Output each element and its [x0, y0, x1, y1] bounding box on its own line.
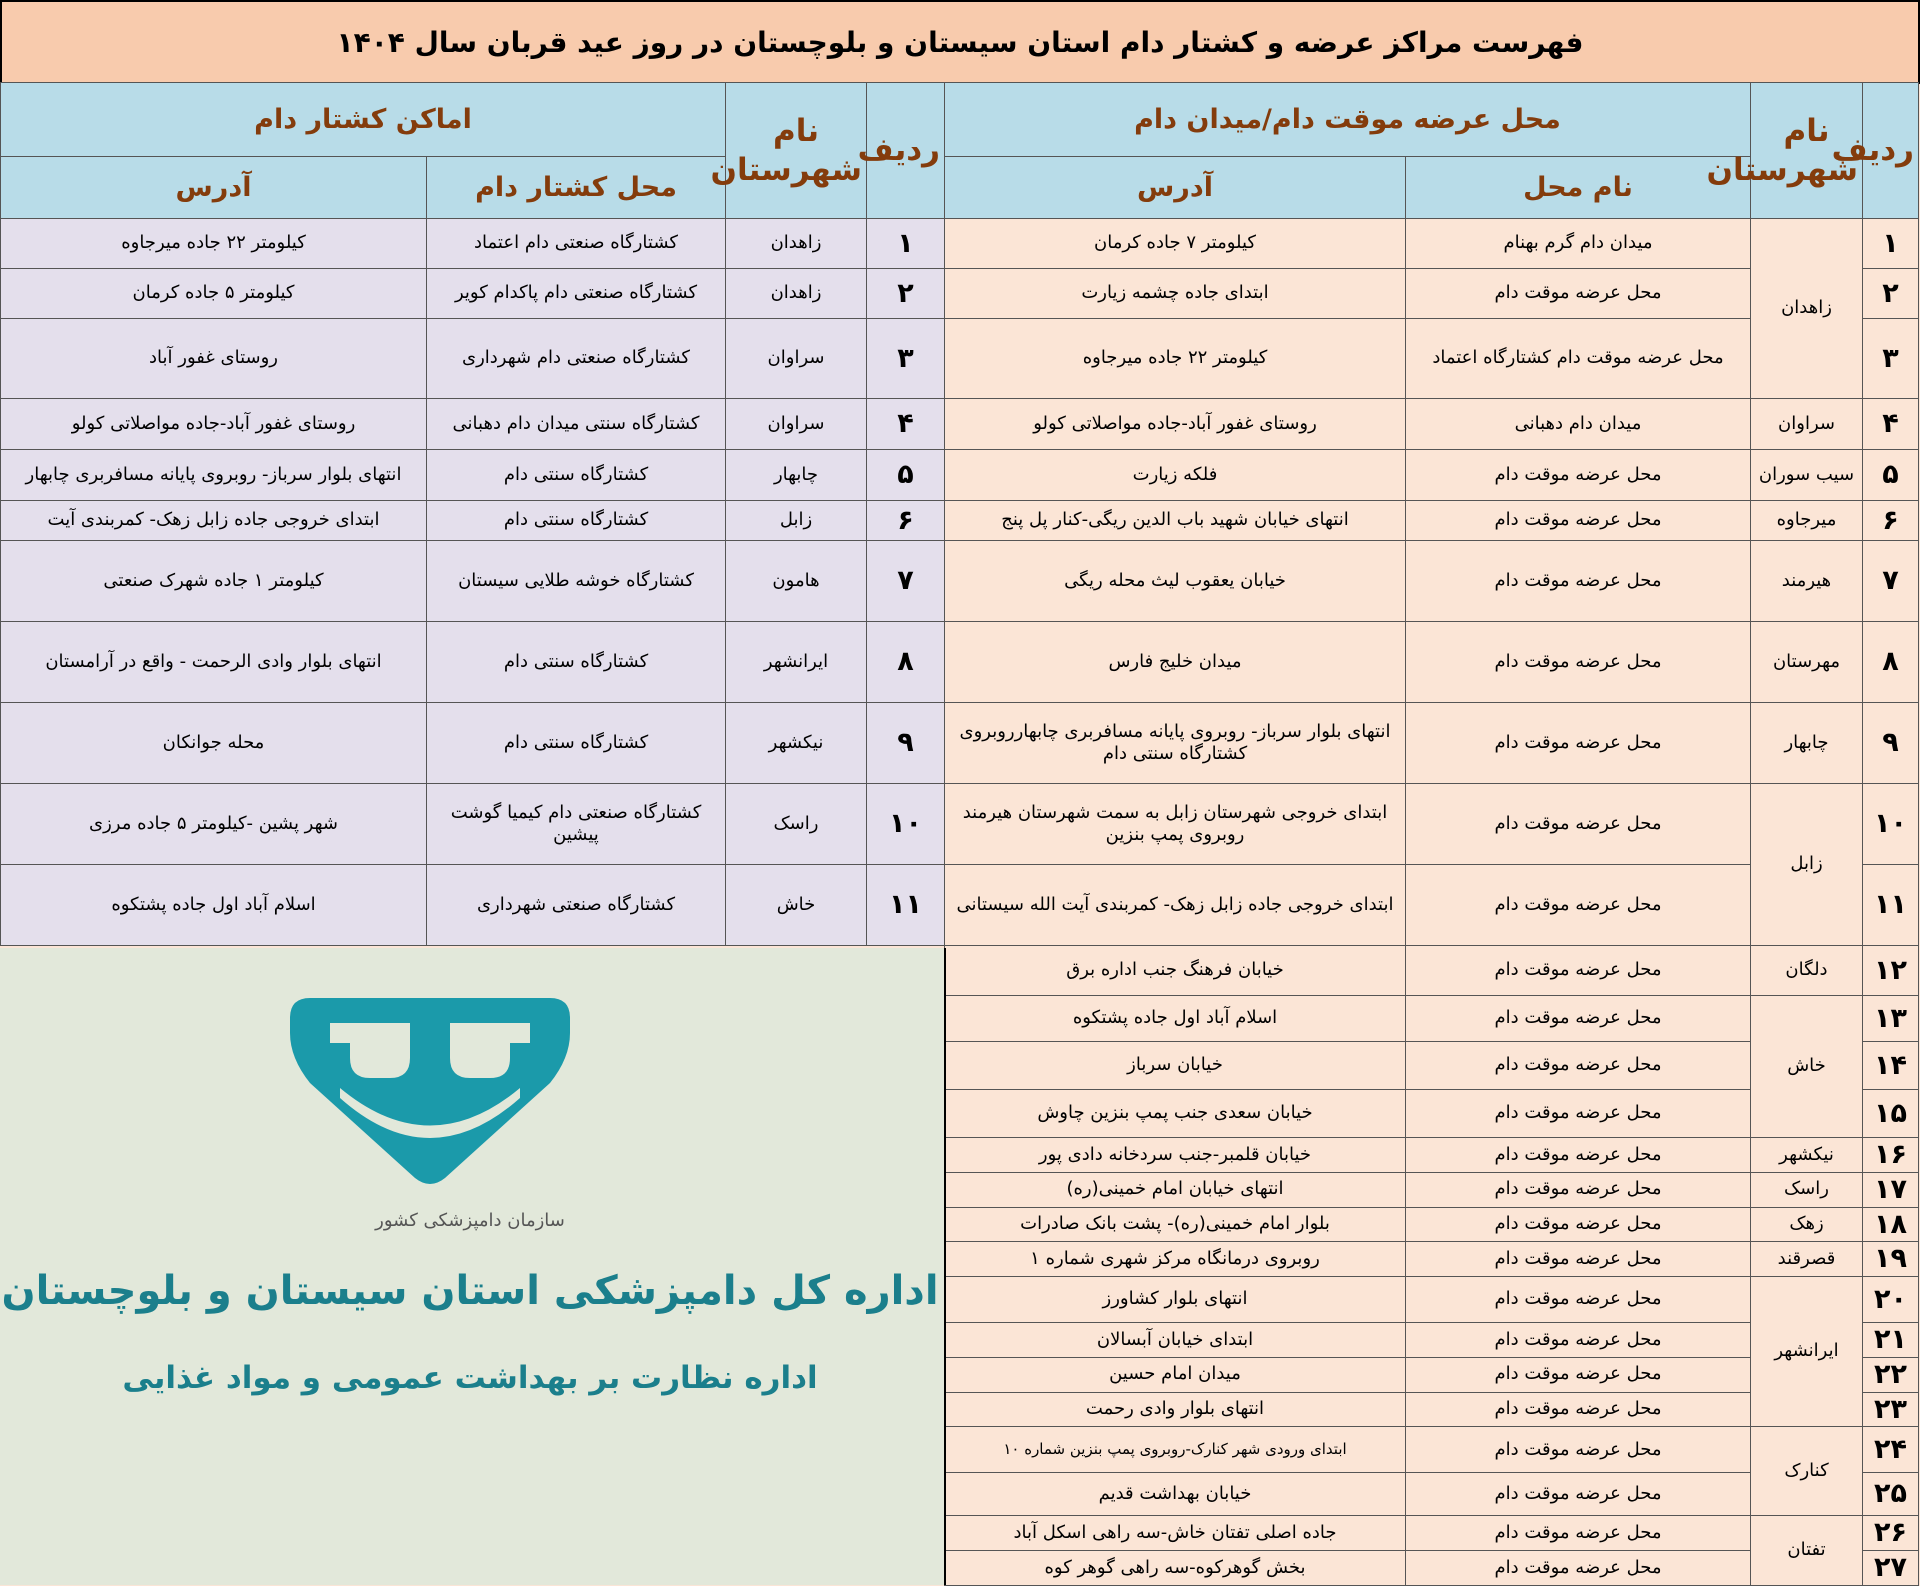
col-header-address: آدرس	[1, 157, 427, 219]
logo-wordmark: سازمان دامپزشکی کشور	[375, 1210, 565, 1231]
org-name: اداره کل دامپزشکی استان سیستان و بلوچستان	[1, 1268, 939, 1314]
address-cell: بلوار امام خمینی(ره)- پشت بانک صادرات	[945, 1207, 1406, 1242]
county-cell: چابهار	[726, 450, 867, 501]
place-cell: کشتارگاه صنعتی دام شهرداری	[427, 319, 726, 399]
place-cell: محل عرضه موقت دام	[1406, 1516, 1751, 1551]
county-cell: زابل	[1751, 784, 1863, 946]
row-number: ۲۵	[1863, 1473, 1919, 1516]
row-number: ۱	[1863, 219, 1919, 269]
row-number: ۵	[1863, 450, 1919, 501]
row-number: ۲۴	[1863, 1427, 1919, 1473]
place-cell: کشتارگاه سنتی دام	[427, 501, 726, 541]
county-cell: زاهدان	[1751, 219, 1863, 399]
address-cell: کیلومتر ۵ جاده کرمان	[1, 269, 427, 319]
col-header-slaughter-place: محل کشتار دام	[427, 157, 726, 219]
place-cell: میدان دام دهبانی	[1406, 399, 1751, 450]
row-number: ۱۶	[1863, 1138, 1919, 1173]
county-cell: سراوان	[726, 399, 867, 450]
row-number: ۹	[867, 703, 945, 784]
county-cell: سراوان	[726, 319, 867, 399]
address-cell: انتهای بلوار وادی رحمت	[945, 1392, 1406, 1427]
county-cell: نیکشهر	[726, 703, 867, 784]
place-cell: محل عرضه موقت دام	[1406, 1242, 1751, 1277]
address-cell: میدان امام حسین	[945, 1357, 1406, 1392]
address-cell: کیلومتر ۱ جاده شهرک صنعتی	[1, 541, 427, 622]
org-subtitle: اداره نظارت بر بهداشت عمومی و مواد غذایی	[122, 1360, 818, 1396]
row-number: ۱۷	[1863, 1172, 1919, 1207]
county-cell: زاهدان	[726, 269, 867, 319]
address-cell: محله جوانکان	[1, 703, 427, 784]
address-cell: شهر پشین -کیلومتر ۵ جاده مرزی	[1, 784, 427, 865]
row-number: ۳	[1863, 319, 1919, 399]
row-number: ۱۳	[1863, 996, 1919, 1042]
address-cell: خیابان یعقوب لیث محله ریگی	[945, 541, 1406, 622]
county-cell: کنارک	[1751, 1427, 1863, 1516]
row-number: ۳	[867, 319, 945, 399]
county-cell: ایرانشهر	[1751, 1277, 1863, 1427]
place-cell: محل عرضه موقت دام	[1406, 865, 1751, 946]
place-cell: محل عرضه موقت دام	[1406, 1551, 1751, 1586]
col-header-place-name: نام محل	[1406, 157, 1751, 219]
row-number: ۶	[1863, 501, 1919, 541]
address-cell: بخش گوهرکوه-سه راهی گوهر کوه	[945, 1551, 1406, 1586]
county-cell: مهرستان	[1751, 622, 1863, 703]
place-cell: کشتارگاه سنتی دام	[427, 450, 726, 501]
county-cell: زابل	[726, 501, 867, 541]
row-number: ۷	[1863, 541, 1919, 622]
county-cell: خاش	[1751, 996, 1863, 1138]
place-cell: محل عرضه موقت دام	[1406, 1090, 1751, 1138]
county-cell: زاهدان	[726, 219, 867, 269]
place-cell: محل عرضه موقت دام	[1406, 622, 1751, 703]
row-number: ۶	[867, 501, 945, 541]
place-cell: کشتارگاه سنتی میدان دام دهبانی	[427, 399, 726, 450]
row-number: ۴	[1863, 399, 1919, 450]
address-cell: روستای غفور آباد-جاده مواصلاتی کولو	[945, 399, 1406, 450]
col-header-row-number: ردیف	[1863, 83, 1919, 219]
row-number: ۱۱	[1863, 865, 1919, 946]
row-number: ۱۸	[1863, 1207, 1919, 1242]
branding-panel	[0, 948, 946, 1585]
group-header-market-location: محل عرضه موقت دام/میدان دام	[945, 83, 1751, 157]
county-cell: هامون	[726, 541, 867, 622]
address-cell: روبروی درمانگاه مرکز شهری شماره ۱	[945, 1242, 1406, 1277]
county-cell: تفتان	[1751, 1516, 1863, 1586]
address-cell: ابتدای خروجی شهرستان زابل به سمت شهرستان هیرمند روبروی پمپ بنزین	[945, 784, 1406, 865]
place-cell: محل عرضه موقت دام	[1406, 1207, 1751, 1242]
address-cell: کیلومتر ۷ جاده کرمان	[945, 219, 1406, 269]
veterinary-organization-logo	[270, 978, 590, 1208]
place-cell: محل عرضه موقت دام	[1406, 703, 1751, 784]
row-number: ۸	[1863, 622, 1919, 703]
place-cell: محل عرضه موقت دام	[1406, 1392, 1751, 1427]
county-cell: ایرانشهر	[726, 622, 867, 703]
livestock-market-table	[944, 82, 1919, 1586]
address-cell: فلکه زیارت	[945, 450, 1406, 501]
place-cell: میدان دام گرم بهنام	[1406, 219, 1751, 269]
place-cell: محل عرضه موقت دام	[1406, 1357, 1751, 1392]
address-cell: اسلام آباد اول جاده پشتکوه	[945, 996, 1406, 1042]
county-cell: سراوان	[1751, 399, 1863, 450]
row-number: ۱۹	[1863, 1242, 1919, 1277]
place-cell: محل عرضه موقت دام	[1406, 501, 1751, 541]
place-cell: محل عرضه موقت دام	[1406, 1427, 1751, 1473]
address-cell: خیابان سرباز	[945, 1042, 1406, 1090]
row-number: ۲۱	[1863, 1323, 1919, 1358]
col-header-address: آدرس	[945, 157, 1406, 219]
place-cell: محل عرضه موقت دام	[1406, 1277, 1751, 1323]
col-header-county: نام شهرستان	[726, 83, 867, 219]
address-cell: خیابان سعدی جنب پمپ بنزین چاوش	[945, 1090, 1406, 1138]
row-number: ۲۶	[1863, 1516, 1919, 1551]
place-cell: کشتارگاه صنعتی دام پاکدام کویر	[427, 269, 726, 319]
address-cell: انتهای بلوار کشاورز	[945, 1277, 1406, 1323]
row-number: ۱	[867, 219, 945, 269]
place-cell: محل عرضه موقت دام	[1406, 269, 1751, 319]
row-number: ۴	[867, 399, 945, 450]
place-cell: محل عرضه موقت دام	[1406, 1323, 1751, 1358]
address-cell: انتهای خیابان امام خمینی(ره)	[945, 1172, 1406, 1207]
row-number: ۱۰	[1863, 784, 1919, 865]
row-number: ۲۲	[1863, 1357, 1919, 1392]
row-number: ۱۰	[867, 784, 945, 865]
county-cell: سیب سوران	[1751, 450, 1863, 501]
address-cell: انتهای خیابان شهید باب الدین ریگی-کنار پل پنج	[945, 501, 1406, 541]
place-cell: محل عرضه موقت دام	[1406, 1473, 1751, 1516]
place-cell: محل عرضه موقت دام	[1406, 996, 1751, 1042]
slaughterhouse-table	[0, 82, 945, 946]
page-title: فهرست مراکز عرضه و کشتار دام استان سیستان و بلوچستان در روز عید قربان سال ۱۴۰۴	[0, 0, 1920, 84]
place-cell: کشتارگاه سنتی دام	[427, 703, 726, 784]
county-cell: زهک	[1751, 1207, 1863, 1242]
row-number: ۲	[1863, 269, 1919, 319]
group-header-slaughter-places: اماکن کشتار دام	[1, 83, 726, 157]
row-number: ۷	[867, 541, 945, 622]
address-cell: میدان خلیج فارس	[945, 622, 1406, 703]
place-cell: محل عرضه موقت دام کشتارگاه اعتماد	[1406, 319, 1751, 399]
address-cell: کیلومتر ۲۲ جاده میرجاوه	[945, 319, 1406, 399]
county-cell: دلگان	[1751, 946, 1863, 996]
address-cell: ابتدای خیابان آبسالان	[945, 1323, 1406, 1358]
place-cell: کشتارگاه خوشه طلایی سیستان	[427, 541, 726, 622]
place-cell: کشتارگاه صنعتی شهرداری	[427, 865, 726, 946]
place-cell: محل عرضه موقت دام	[1406, 1138, 1751, 1173]
address-cell: خیابان بهداشت قدیم	[945, 1473, 1406, 1516]
address-cell: انتهای بلوار وادی الرحمت - واقع در آرامستان	[1, 622, 427, 703]
row-number: ۲۳	[1863, 1392, 1919, 1427]
place-cell: محل عرضه موقت دام	[1406, 541, 1751, 622]
county-cell: قصرقند	[1751, 1242, 1863, 1277]
row-number: ۲	[867, 269, 945, 319]
place-cell: کشتارگاه صنعتی دام کیمیا گوشت پیشین	[427, 784, 726, 865]
county-cell: چابهار	[1751, 703, 1863, 784]
address-cell: جاده اصلی تفتان خاش-سه راهی اسکل آباد	[945, 1516, 1406, 1551]
address-cell: اسلام آباد اول جاده پشتکوه	[1, 865, 427, 946]
county-cell: راسک	[726, 784, 867, 865]
col-header-row-number: ردیف	[867, 83, 945, 219]
place-cell: محل عرضه موقت دام	[1406, 450, 1751, 501]
county-cell: خاش	[726, 865, 867, 946]
address-cell: ابتدای جاده چشمه زیارت	[945, 269, 1406, 319]
address-cell: خیابان قلمبر-جنب سردخانه دادی پور	[945, 1138, 1406, 1173]
place-cell: کشتارگاه سنتی دام	[427, 622, 726, 703]
place-cell: محل عرضه موقت دام	[1406, 946, 1751, 996]
address-cell: انتهای بلوار سرباز- روبروی پایانه مسافربری چابهارروبروی کشتارگاه سنتی دام	[945, 703, 1406, 784]
row-number: ۱۵	[1863, 1090, 1919, 1138]
address-cell: ابتدای خروجی جاده زابل زهک- کمربندی آیت	[1, 501, 427, 541]
address-cell: انتهای بلوار سرباز- روبروی پایانه مسافربری چابهار	[1, 450, 427, 501]
row-number: ۲۷	[1863, 1551, 1919, 1586]
row-number: ۲۰	[1863, 1277, 1919, 1323]
address-cell: ابتدای خروجی جاده زابل زهک- کمربندی آیت الله سیستانی	[945, 865, 1406, 946]
row-number: ۱۴	[1863, 1042, 1919, 1090]
row-number: ۱۲	[1863, 946, 1919, 996]
county-cell: میرجاوه	[1751, 501, 1863, 541]
row-number: ۱۱	[867, 865, 945, 946]
place-cell: محل عرضه موقت دام	[1406, 1042, 1751, 1090]
county-cell: هیرمند	[1751, 541, 1863, 622]
address-cell: کیلومتر ۲۲ جاده میرجاوه	[1, 219, 427, 269]
row-number: ۸	[867, 622, 945, 703]
county-cell: نیکشهر	[1751, 1138, 1863, 1173]
county-cell: راسک	[1751, 1172, 1863, 1207]
place-cell: محل عرضه موقت دام	[1406, 1172, 1751, 1207]
row-number: ۵	[867, 450, 945, 501]
place-cell: محل عرضه موقت دام	[1406, 784, 1751, 865]
address-cell: روستای غفور آباد-جاده مواصلاتی کولو	[1, 399, 427, 450]
address-cell: ابتدای ورودی شهر کنارک-روبروی پمپ بنزین شماره ۱۰	[945, 1427, 1406, 1473]
address-cell: خیابان فرهنگ جنب اداره برق	[945, 946, 1406, 996]
address-cell: روستای غفور آباد	[1, 319, 427, 399]
place-cell: کشتارگاه صنعتی دام اعتماد	[427, 219, 726, 269]
col-header-county: نام شهرستان	[1751, 83, 1863, 219]
row-number: ۹	[1863, 703, 1919, 784]
